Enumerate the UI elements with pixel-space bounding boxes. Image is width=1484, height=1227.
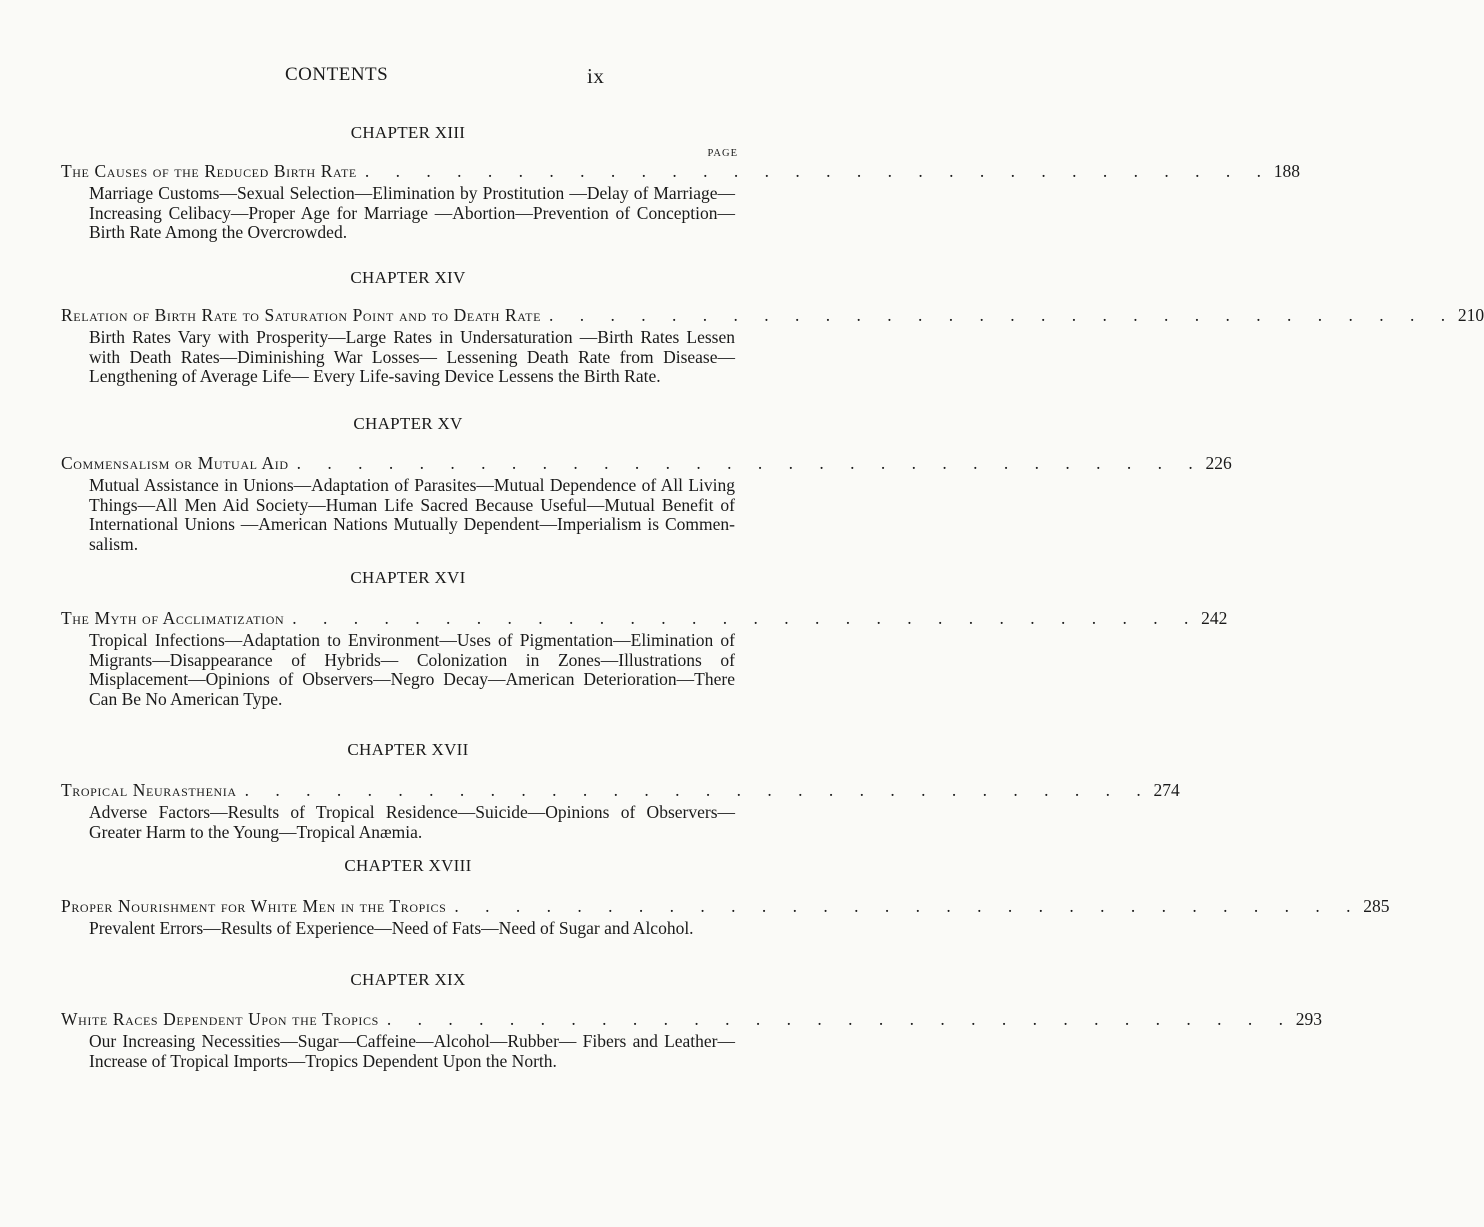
dot-leader: . . . . . . . . . . . . . . . . . . . . . . . . . . . . . . <box>454 896 1362 916</box>
page-column-label: PAGE <box>707 148 738 159</box>
chapter-entry <box>0 123 1300 242</box>
chapter-title: Commensalism or Mutual Aid <box>61 453 289 473</box>
chapter-summary: Tropical Infections—Adaptation to Environment—Uses of Pigmentation—Elimination of Migrants—Disappearance of Hybrids— Colonization in Zones—Illustrations of Misplacement—Opinions of Observers—Negro Decay—American Deterioration—There Can Be No American Type. <box>89 630 735 709</box>
chapter-title: The Causes of the Reduced Birth Rate <box>61 161 357 181</box>
chapter-page: 242 <box>1201 608 1228 628</box>
chapter-title: Tropical Neurasthenia <box>61 780 237 800</box>
chapter-entry <box>0 414 1232 554</box>
chapter-heading: CHAPTER XV <box>353 414 463 433</box>
chapter-page: 274 <box>1153 780 1180 800</box>
dot-leader: . . . . . . . . . . . . . . . . . . . . . . . . . . . . . . <box>386 1009 1294 1029</box>
chapter-page: 226 <box>1205 453 1232 473</box>
chapter-summary: Mutual Assistance in Unions—Adaptation of Parasites—Mutual Dependence of All Living Things—All Men Aid Society—Human Life Sacred Because Useful—Mutual Benefit of International Unions —American Nations Mutually Dependent—Imperialism is Commensalism. <box>89 475 735 554</box>
chapter-heading: CHAPTER XIII <box>350 123 466 142</box>
chapter-title-line <box>61 453 1232 474</box>
chapter-heading: CHAPTER XIV <box>350 268 466 287</box>
chapter-page: 285 <box>1363 896 1390 916</box>
dot-leader: . . . . . . . . . . . . . . . . . . . . . . . . . . . . . . <box>549 305 1457 325</box>
chapter-entry <box>0 268 1484 386</box>
chapter-summary: Adverse Factors—Results of Tropical Residence—Suicide—Opinions of Observers—Greater Harm to the Young—Tropical Anæmia. <box>89 802 735 842</box>
chapter-title: Proper Nourishment for White Men in the Tropics <box>61 896 447 916</box>
running-title: CONTENTS <box>285 64 389 85</box>
chapter-title-line <box>61 896 1390 917</box>
chapter-heading: CHAPTER XVI <box>350 568 466 587</box>
running-head <box>0 64 800 88</box>
dot-leader: . . . . . . . . . . . . . . . . . . . . . . . . . . . . . . <box>292 608 1200 628</box>
chapter-entry <box>0 740 1180 842</box>
dot-leader: . . . . . . . . . . . . . . . . . . . . . . . . . . . . . . <box>296 453 1204 473</box>
chapter-title: Relation of Birth Rate to Saturation Point and to Death Rate <box>61 305 542 325</box>
chapter-heading: CHAPTER XVIII <box>344 856 472 875</box>
chapter-page: 210 <box>1457 305 1484 325</box>
dot-leader: . . . . . . . . . . . . . . . . . . . . . . . . . . . . . . <box>244 780 1152 800</box>
chapter-title: The Myth of Acclimatization <box>61 608 285 628</box>
chapter-title-line <box>61 1009 1322 1030</box>
chapter-entry <box>0 568 1228 709</box>
chapter-summary: Marriage Customs—Sexual Selection—Elimination by Prostitution —Delay of Marriage—Increasing Celibacy—Proper Age for Marriage —Abortion—Prevention of Conception—Birth Rate Among the Overcrowded. <box>89 183 735 242</box>
chapter-title-line <box>61 305 1484 326</box>
chapter-summary: Our Increasing Necessities—Sugar—Caffeine—Alcohol—Rubber— Fibers and Leather—Increase of Tropical Imports—Tropics Dependent Upon the North. <box>89 1031 735 1071</box>
chapter-page: 188 <box>1273 161 1300 181</box>
chapter-title-line <box>61 608 1228 629</box>
chapter-page: 293 <box>1295 1009 1322 1029</box>
page-number: ix <box>587 64 605 88</box>
chapter-entry <box>0 970 1322 1071</box>
dot-leader: . . . . . . . . . . . . . . . . . . . . . . . . . . . . . . <box>364 161 1272 181</box>
chapter-title: White Races Dependent Upon the Tropics <box>61 1009 379 1029</box>
chapter-title-line <box>61 780 1180 801</box>
chapter-heading: CHAPTER XIX <box>350 970 466 989</box>
chapter-summary: Prevalent Errors—Results of Experience—Need of Fats—Need of Sugar and Alcohol. <box>89 918 694 938</box>
chapter-entry <box>0 856 1390 938</box>
chapter-heading: CHAPTER XVII <box>347 740 469 759</box>
chapter-title-line <box>61 161 1300 182</box>
chapter-summary: Birth Rates Vary with Prosperity—Large Rates in Undersaturation —Birth Rates Lessen with Death Rates—Diminishing War Losses— Lessening Death Rate from Disease—Lengthening of Average Life— Every Life-saving Device Lessens the Birth Rate. <box>89 327 735 386</box>
